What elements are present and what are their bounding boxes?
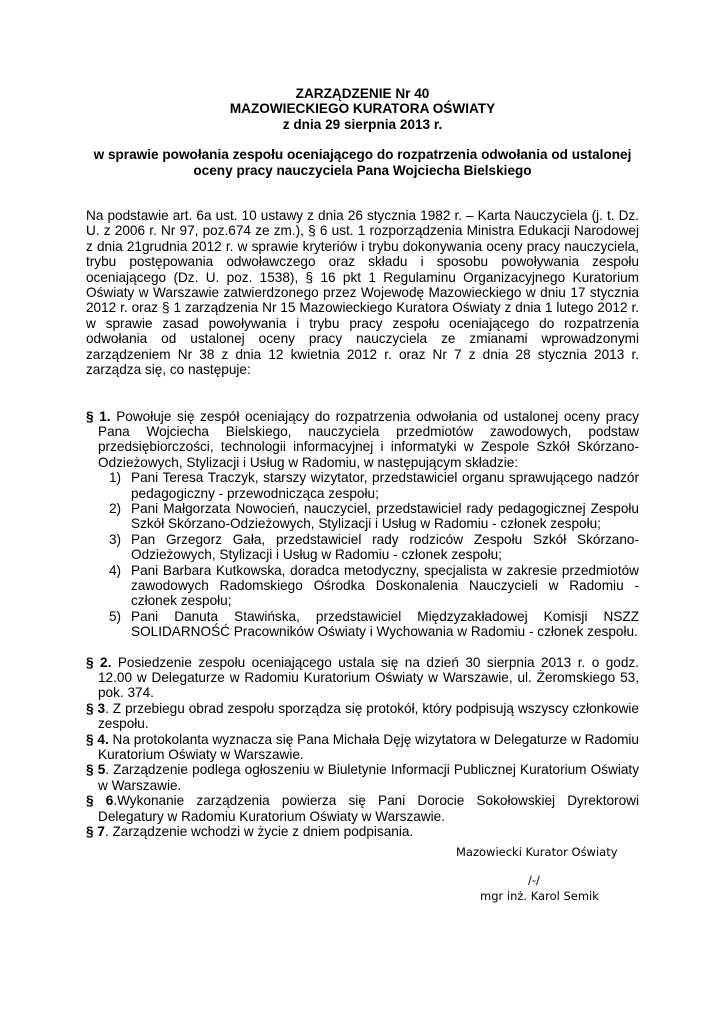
list-item-number: 2) xyxy=(109,500,122,516)
document-page xyxy=(86,86,639,839)
subject-line-2: oceny pracy nauczyciela Pana Wojciecha Bielskiego xyxy=(193,162,532,178)
paragraph-symbol: § 4. xyxy=(86,731,109,747)
subject-line-1: w sprawie powołania zespołu oceniającego do rozpatrzenia odwołania od ustalonej xyxy=(93,147,632,163)
paragraph-text: Na protokolanta wyznacza się Pana Michała Dęję wizytatora w Delegaturze w Radomiu Kuratorium Oświaty w Warszawie. xyxy=(98,731,639,763)
list-item-text: Pani Teresa Traczyk, starszy wizytator, przedstawiciel organu sprawującego nadzór pedagogiczny - przewodnicząca zespołu; xyxy=(131,470,639,501)
paragraph-text: Powołuje się zespół oceniający do rozpatrzenia odwołania od ustalonej oceny pracy Pana Wojciecha Bielskiego, nauczyciela przedmiotów zawodowych, podstaw przedsiębiorczości, technologii informacyjnej i informatyki w Zespole Szkół Skórzano-Odzieżowych, Stylizacji i Usług w Radomiu, w następującym składzie: xyxy=(98,408,639,470)
list-item xyxy=(86,470,639,501)
signature-office: Mazowiecki Kurator Oświaty xyxy=(456,845,618,859)
list-item-number: 4) xyxy=(109,562,122,578)
paragraph-text: Posiedzenie zespołu oceniającego ustala się na dzień 30 sierpnia 2013 r. o godz. 12.00 w Delegaturze w Radomiu Kuratorium Oświaty w Warszawie, ul. Żeromskiego 53, pok. 374. xyxy=(98,654,639,701)
paragraph-text: . Z przebiegu obrad zespołu sporządza się protokół, który podpisują wszyscy członkowie zespołu. xyxy=(98,700,639,732)
paragraph-symbol: § 1. xyxy=(86,408,111,424)
document-title xyxy=(86,86,639,132)
paragraph-2 xyxy=(86,655,639,701)
title-line-1: ZARZĄDZENIE Nr 40 xyxy=(295,86,430,101)
list-item-text: Pani Małgorzata Nowocień, nauczyciel, przedstawiciel rady pedagogicznej Zespołu Szkół Skórzano-Odzieżowych, Stylizacji i Usług w Radomiu - członek zespołu; xyxy=(131,500,639,532)
paragraph-text: . Zarządzenie wchodzi w życie z dniem podpisania. xyxy=(104,824,414,840)
paragraph-symbol: § 5 xyxy=(86,762,106,778)
document-subject xyxy=(86,147,639,178)
list-item xyxy=(86,563,639,609)
paragraph-6 xyxy=(86,793,639,824)
paragraph-4 xyxy=(86,732,639,763)
list-item-number: 1) xyxy=(109,470,122,486)
list-item-text: Pani Danuta Stawińska, przedstawiciel Międzyzakładowej Komisji NSZZ SOLIDARNOŚĆ Pracowników Oświaty i Wychowania w Radomiu - członek zespołu. xyxy=(131,608,639,640)
list-item xyxy=(86,532,639,563)
signature-mark: /-/ xyxy=(528,873,540,887)
paragraph-3 xyxy=(86,701,639,732)
title-line-3: z dnia 29 sierpnia 2013 r. xyxy=(282,116,443,132)
committee-members-list xyxy=(86,470,639,639)
list-item-text: Pan Grzegorz Gała, przedstawiciel rady rodziców Zespołu Szkół Skórzano-Odzieżowych, Stylizacji i Usług w Radomiu - członek zespołu; xyxy=(131,531,639,563)
paragraph-symbol: § 3 xyxy=(86,700,106,716)
paragraphs xyxy=(86,409,639,840)
list-item xyxy=(86,609,639,640)
paragraph-symbol: § 6 xyxy=(86,793,114,809)
paragraph-symbol: § 7 xyxy=(86,824,105,840)
paragraph-text: .Wykonanie zarządzenia powierza się Pani Dorocie Sokołowskiej Dyrektorowi Delegatury w Radomiu Kuratorium Oświaty w Warszawie. xyxy=(98,793,639,824)
list-item-number: 3) xyxy=(109,531,122,547)
legal-basis-preamble: Na podstawie art. 6a ust. 10 ustawy z dnia 26 stycznia 1982 r. – Karta Nauczyciela (j. t. Dz. U. z 2006 r. Nr 97, poz.674 ze zm.), § 6 ust. 1 rozporządzenia Ministra Edukacji Narodowej z dnia 21grudnia 2012 r. w sprawie kryteriów i trybu dokonywania oceny pracy nauczyciela, trybu postępowania odwoławczego oraz składu i sposobu powoływania zespołu oceniającego (Dz. U. poz. 1538), § 16 pkt 1 Regulaminu Organizacyjnego Kuratorium Oświaty w Warszawie zatwierdzonego przez Wojewodę Mazowieckiego w dniu 17 stycznia 2012 r. oraz § 1 zarządzenia Nr 15 Mazowieckiego Kuratora Oświaty z dnia 1 lutego 2012 r. w sprawie zasad powoływania i trybu pracy zespołu oceniającego do rozpatrzenia odwołania od ustalonej oceny pracy nauczyciela ze zmianami wprowadzonymi zarządzeniem Nr 38 z dnia 12 kwietnia 2012 r. oraz Nr 7 z dnia 28 stycznia 2013 r. zarządza się, co następuje: xyxy=(86,208,639,378)
paragraph-symbol: § 2. xyxy=(86,654,112,670)
list-item xyxy=(86,501,639,532)
list-item-text: Pani Barbara Kutkowska, doradca metodyczny, specjalista w zakresie przedmiotów zawodowych Radomskiego Ośrodka Doskonalenia Nauczycieli w Radomiu - członek zespołu; xyxy=(131,562,639,609)
paragraph-1 xyxy=(86,409,639,471)
list-item-number: 5) xyxy=(109,608,122,624)
paragraph-5 xyxy=(86,762,639,793)
paragraph-text: . Zarządzenie podlega ogłoszeniu w Biuletynie Informacji Publicznej Kuratorium Oświaty w Warszawie. xyxy=(98,762,639,793)
paragraph-7 xyxy=(86,824,639,839)
title-line-2: MAZOWIECKIEGO KURATORA OŚWIATY xyxy=(229,101,496,117)
signature-name: mgr inż. Karol Semik xyxy=(480,889,599,903)
